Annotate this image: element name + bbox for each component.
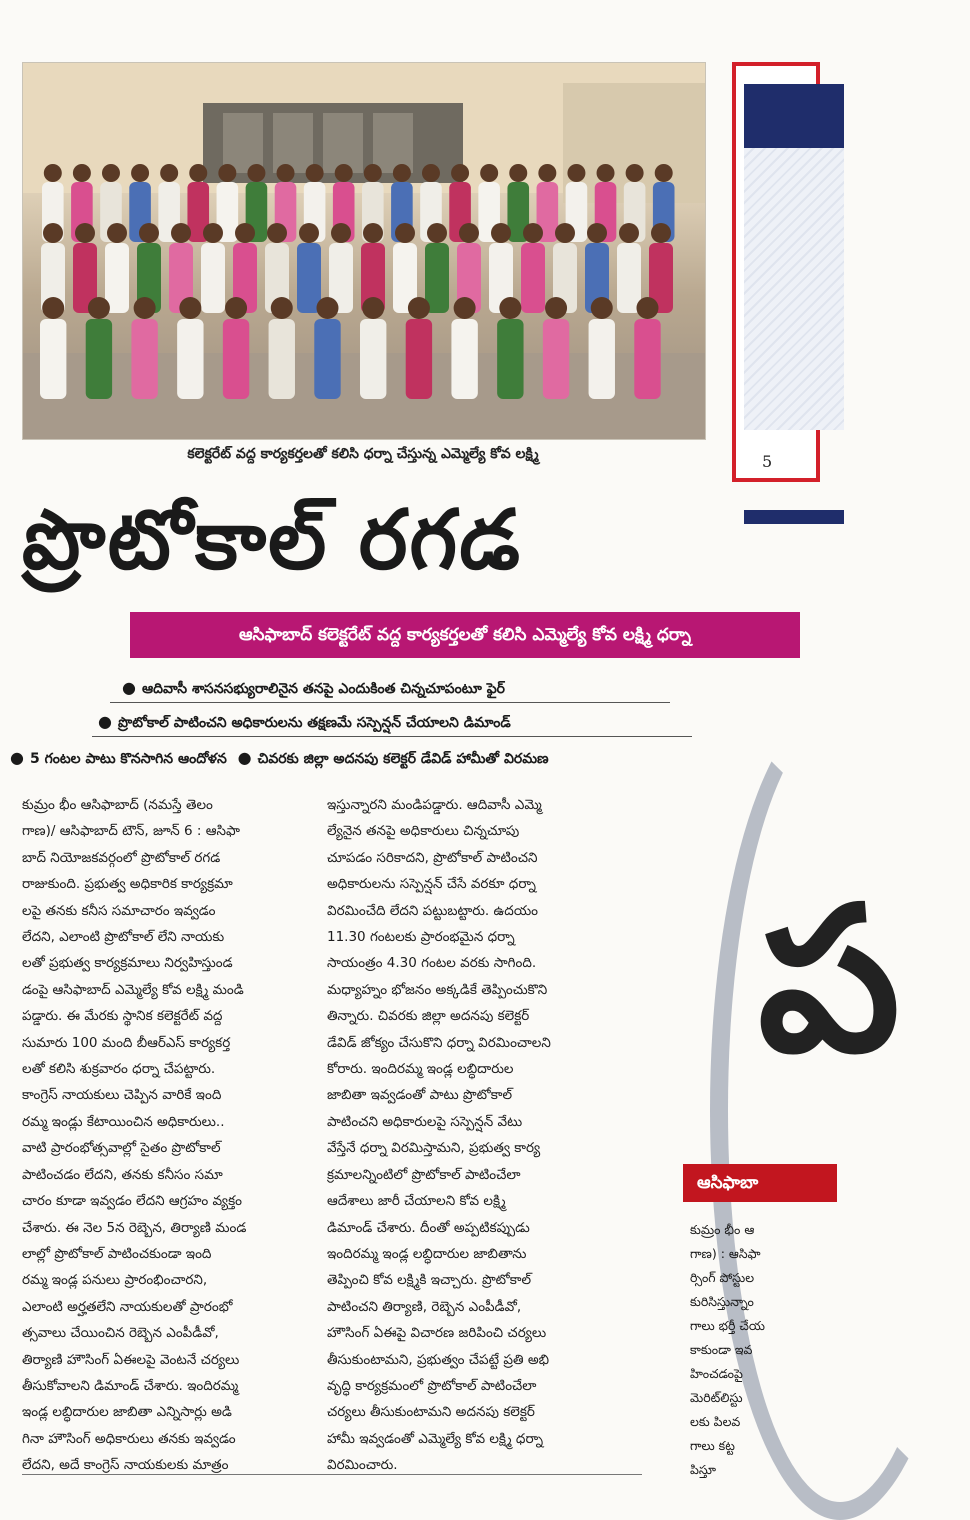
photo-caption: కలెక్టరేట్ వద్ద కార్యకర్తలతో కలిసి ధర్నా చేస్తున్న ఎమ్మెల్యే కోవ లక్ష్మి	[187, 446, 539, 462]
body-text-line: త్సవాలు చేయించిన రెబ్బెన ఎంపీడీవో,	[22, 1325, 219, 1342]
person-figure	[177, 319, 203, 399]
highlight-bullet	[122, 678, 722, 700]
person-head	[651, 223, 671, 243]
side-text-line: కురిసిస్తున్నాం	[690, 1294, 754, 1309]
person-head	[567, 164, 585, 182]
person-head	[225, 297, 247, 319]
body-text-line: కాంగ్రెస్ నాయకులు చెప్పిన వారికే ఇంది	[22, 1087, 222, 1104]
person-figure	[201, 243, 225, 313]
person-head	[203, 223, 223, 243]
body-text-line: కోరారు. ఇందిరమ్మ ఇండ్ల లబ్ధిదారుల	[327, 1061, 514, 1078]
person-figure	[589, 319, 615, 399]
protest-photo-illustration	[23, 63, 705, 439]
person-figure	[521, 243, 545, 313]
body-text-line: ఇండ్ల లబ్ధిదారుల జాబితా ఎన్నిసార్లు అడి	[22, 1404, 232, 1421]
person-head	[636, 297, 658, 319]
bullet-text: ప్రొటోకాల్ పాటించని అధికారులను తక్షణమే సస్పెన్షన్ చేయాలని డిమాండ్	[117, 715, 511, 731]
person-head	[555, 223, 575, 243]
body-text-line: బాద్ నియోజకవర్గంలో ప్రొటోకాల్ రగడ	[22, 849, 221, 866]
person-head	[102, 164, 120, 182]
body-text-line: తీసుకుంటామని, ప్రభుత్వం చేపట్టే ప్రతి అభి	[327, 1351, 550, 1368]
person-head	[491, 223, 511, 243]
divider	[22, 1474, 642, 1475]
side-text-line: కాకుండా ఇవ	[690, 1342, 753, 1357]
body-text-line: వృద్ధి కార్యక్రమంలో ప్రొటోకాల్ పాటించేలా	[327, 1377, 537, 1394]
body-text-line: డేవిడ్ జోక్యం చేసుకొని ధర్నా విరమించాలని	[327, 1034, 551, 1051]
body-text-line: లతో ప్రభుత్వ కార్యక్రమాలు నిర్వహిస్తుండ	[22, 955, 233, 972]
person-head	[587, 223, 607, 243]
person-head	[545, 297, 567, 319]
side-text-line: లకు పిలవ	[690, 1414, 741, 1429]
person-head	[306, 164, 324, 182]
body-text-line: పాటించడం లేదని, తనకు కనీసం సమా	[22, 1166, 223, 1183]
person-head	[480, 164, 498, 182]
body-text-line: లేదని, ఎలాంటి ప్రొటోకాల్ లేని నాయకు	[22, 929, 225, 946]
side-text-line: గాలు భర్తీ చేయ	[690, 1318, 766, 1333]
bullet-dot-icon: ●	[98, 712, 112, 731]
bullet-dot-icon: ●	[237, 748, 252, 767]
body-text-line: చేశారు. ఈ నెల 5న రెబ్బెన, తిర్యాణి మండ	[22, 1219, 247, 1236]
side-text-line: మెరిట్‌లిస్టు	[690, 1390, 743, 1405]
person-head	[362, 297, 384, 319]
person-figure	[86, 319, 112, 399]
side-box-pattern	[744, 148, 844, 430]
body-text-line: తిన్నారు. చివరకు జిల్లా అదనపు కలెక్టర్	[327, 1008, 530, 1025]
person-head	[395, 223, 415, 243]
body-text-line: క్రమాలన్నింటిలో ప్రొటోకాల్ పాటించేలా	[327, 1166, 521, 1183]
side-big-letter: ప	[758, 862, 901, 1097]
person-head	[189, 164, 207, 182]
body-text-line: అధికారులను సస్పెన్షన్ చేసే వరకూ ధర్నా	[327, 876, 536, 893]
body-text-line: చూపడం సరికాదని, ప్రొటోకాల్ పాటించని	[327, 849, 538, 866]
body-text-line: పడ్డారు. ఈ మేరకు స్థానిక కలెక్టరేట్ వద్ద	[22, 1008, 223, 1025]
person-head	[331, 223, 351, 243]
bullet-text: ఆదివాసీ శాసనసభ్యురాలినైన తనపై ఎందుకింత చిన్నచూపంటూ ఫైర్	[141, 681, 505, 697]
body-text-line: లపై తనకు కనీస సమాచారం ఇవ్వడం	[22, 902, 216, 919]
body-text-line: కుమ్రం భీం ఆసిఫాబాద్ (నమస్తే తెలం	[22, 797, 213, 813]
body-text-line: చర్యలు తీసుకుంటామని అదనపు కలెక్టర్	[327, 1404, 535, 1421]
body-text-line: గాణ)/ ఆసిఫాబాద్ టౌన్, జూన్ 6 : ఆసిఫా	[22, 823, 240, 840]
person-head	[427, 223, 447, 243]
person-figure	[406, 319, 432, 399]
bullet-dot-icon: ●	[122, 678, 136, 697]
person-figure	[223, 319, 249, 399]
person-head	[139, 223, 159, 243]
person-head	[626, 164, 644, 182]
person-figure	[269, 319, 295, 399]
body-text-line: చారం కూడా ఇవ్వడం లేదని ఆగ్రహం వ్యక్తం	[22, 1193, 242, 1210]
person-head	[299, 223, 319, 243]
person-head	[42, 297, 64, 319]
divider	[92, 736, 692, 737]
body-text-line: ఆదేశాలు జారీ చేయాలని కోవ లక్ష్మి	[327, 1193, 506, 1210]
person-head	[44, 164, 62, 182]
side-text-line: కుమ్రం భీం ఆ	[690, 1222, 755, 1237]
highlight-bullet	[98, 712, 728, 734]
person-head	[171, 223, 191, 243]
bullet-dot-icon: ●	[10, 748, 24, 767]
body-text-line: పాటించని అధికారులపై సస్పెన్షన్ వేటు	[327, 1113, 523, 1130]
body-text-line: లాల్లో ప్రొటోకాల్ పాటించకుండా ఇంది	[22, 1245, 212, 1262]
body-text-line: రాజుకుంది. ప్రభుత్వ అధికారిక కార్యక్రమా	[22, 876, 233, 893]
person-head	[509, 164, 527, 182]
bullet-text: 5 గంటల పాటు కొనసాగిన ఆందోళన	[29, 751, 227, 767]
person-head	[591, 297, 613, 319]
person-head	[422, 164, 440, 182]
side-article-banner: ఆసిఫాబా	[683, 1164, 837, 1202]
person-head	[267, 223, 287, 243]
person-head	[538, 164, 556, 182]
person-head	[393, 164, 411, 182]
body-text-line: విరమించారు.	[327, 1457, 398, 1474]
side-text-line: హించడంపై	[690, 1366, 743, 1381]
person-head	[619, 223, 639, 243]
body-text-line: సాయంత్రం 4.30 గంటల వరకు సాగింది.	[327, 955, 537, 972]
bullet-text: చివరకు జిల్లా అదనపు కలెక్టర్ డేవిడ్ హామీతో విరమణ	[257, 751, 549, 767]
article-photo	[22, 62, 706, 440]
body-text-line: ఇందిరమ్మ ఇండ్ల లబ్ధిదారుల జాబితాను	[327, 1245, 527, 1262]
person-head	[247, 164, 265, 182]
body-text-line: గినా హౌసింగ్ అధికారులు తనకు ఇవ్వడం	[22, 1430, 236, 1447]
person-figure	[543, 319, 569, 399]
body-text-line: ఇస్తున్నారని మండిపడ్డారు. ఆదివాసీ ఎమ్మె	[327, 797, 542, 813]
body-text-line: డంపై ఆసిఫాబాద్ ఎమ్మెల్యే కోవ లక్ష్మి మండి	[22, 981, 244, 998]
person-head	[235, 223, 255, 243]
body-text-line: హౌసింగ్ ఏఈపై విచారణ జరిపించి చర్యలు	[327, 1325, 547, 1342]
person-figure	[105, 243, 129, 313]
person-figure	[617, 243, 641, 313]
person-head	[218, 164, 236, 182]
sub-headline-banner: ఆసిఫాబాద్ కలెక్టరేట్ వద్ద కార్యకర్తలతో కలిసి ఎమ్మెల్యే కోవ లక్ష్మి ధర్నా	[130, 612, 800, 658]
person-head	[271, 297, 293, 319]
body-text-line: 11.30 గంటలకు ప్రారంభమైన ధర్నా	[327, 929, 515, 946]
person-head	[179, 297, 201, 319]
person-head	[75, 223, 95, 243]
person-head	[408, 297, 430, 319]
person-head	[335, 164, 353, 182]
person-head	[277, 164, 295, 182]
divider	[110, 702, 670, 703]
person-head	[73, 164, 91, 182]
person-head	[523, 223, 543, 243]
body-text-line: జాబితా ఇవ్వడంతో పాటు ప్రొటోకాల్	[327, 1087, 513, 1104]
side-text-line: గాలు కట్ట	[690, 1438, 735, 1453]
side-box-footer	[744, 510, 844, 524]
person-figure	[297, 243, 321, 313]
person-figure	[451, 319, 477, 399]
article-column-1	[22, 792, 312, 1474]
side-advert-box	[732, 62, 820, 482]
person-head	[107, 223, 127, 243]
person-head	[364, 164, 382, 182]
body-text-line: తీసుకోవాలని డిమాండ్ చేశారు. ఇందిరమ్మ	[22, 1377, 239, 1394]
body-text-line: మధ్యాహ్నం భోజనం అక్కడికే తెప్పించుకొని	[327, 981, 548, 998]
person-head	[655, 164, 673, 182]
person-figure	[131, 319, 157, 399]
person-head	[454, 297, 476, 319]
side-box-header	[744, 84, 844, 148]
body-text-line: సుమారు 100 మంది బీఆర్ఎస్ కార్యకర్త	[22, 1034, 231, 1051]
person-head	[160, 164, 178, 182]
body-text-line: రమ్మ ఇండ్లు కేటాయించిన అధికారులు..	[22, 1113, 225, 1130]
person-figure	[634, 319, 660, 399]
body-text-line: వేస్తేనే ధర్నా విరమిస్తామని, ప్రభుత్వ కార్య	[327, 1140, 541, 1157]
body-text-line: వాటి ప్రారంభోత్సవాల్లో సైతం ప్రొటోకాల్	[22, 1140, 221, 1157]
body-text-line: విరమించేది లేదని పట్టుబట్టారు. ఉదయం	[327, 902, 539, 919]
person-head	[597, 164, 615, 182]
person-figure	[497, 319, 523, 399]
body-text-line: తిర్యాణి హౌసింగ్ ఏఈలపై వెంటనే చర్యలు	[22, 1351, 240, 1368]
person-head	[459, 223, 479, 243]
side-box-number: 5	[762, 452, 773, 471]
person-head	[316, 297, 338, 319]
person-figure	[360, 319, 386, 399]
person-figure	[314, 319, 340, 399]
person-head	[88, 297, 110, 319]
side-text-line: ర్సింగ్ పోస్టుల	[690, 1270, 755, 1285]
person-figure	[425, 243, 449, 313]
body-text-line: లేదని, అదే కాంగ్రెస్ నాయకులకు మాత్రం	[22, 1457, 229, 1474]
headline: ప్రొటోకాల్ రగడ	[22, 492, 522, 588]
person-head	[43, 223, 63, 243]
body-text-line: డిమాండ్ చేశారు. దీంతో అప్పటికప్పుడు	[327, 1219, 530, 1236]
person-head	[363, 223, 383, 243]
highlight-bullet	[10, 748, 740, 770]
side-text-line: గాణ) : ఆసిఫా	[690, 1246, 761, 1261]
body-text-line: రమ్మ ఇండ్ల పనులు ప్రారంభించారని,	[22, 1272, 208, 1289]
person-head	[451, 164, 469, 182]
person-head	[131, 164, 149, 182]
body-text-line: లతో కలిసి శుక్రవారం ధర్నా చేపట్టారు.	[22, 1061, 216, 1078]
person-head	[134, 297, 156, 319]
article-column-2	[327, 792, 617, 1474]
body-text-line: తెప్పించి కోవ లక్ష్మికి ఇచ్చారు. ప్రొటోకాల్	[327, 1272, 532, 1289]
body-text-line: పాటించని తిర్యాణి, రెబ్బెన ఎంపీడీవో,	[327, 1298, 522, 1315]
body-text-line: ల్యేనైన తనపై అధికారులు చిన్నచూపు	[327, 823, 520, 840]
person-figure	[40, 319, 66, 399]
side-article-text	[690, 1218, 810, 1508]
body-text-line: హామీ ఇవ్వడంతో ఎమ్మెల్యే కోవ లక్ష్మి ధర్నా	[327, 1430, 544, 1447]
body-text-line: ఎలాంటి అర్హతలేని నాయకులతో ప్రారంభో	[22, 1298, 233, 1315]
person-head	[499, 297, 521, 319]
side-text-line: పిస్తూ	[690, 1462, 717, 1477]
